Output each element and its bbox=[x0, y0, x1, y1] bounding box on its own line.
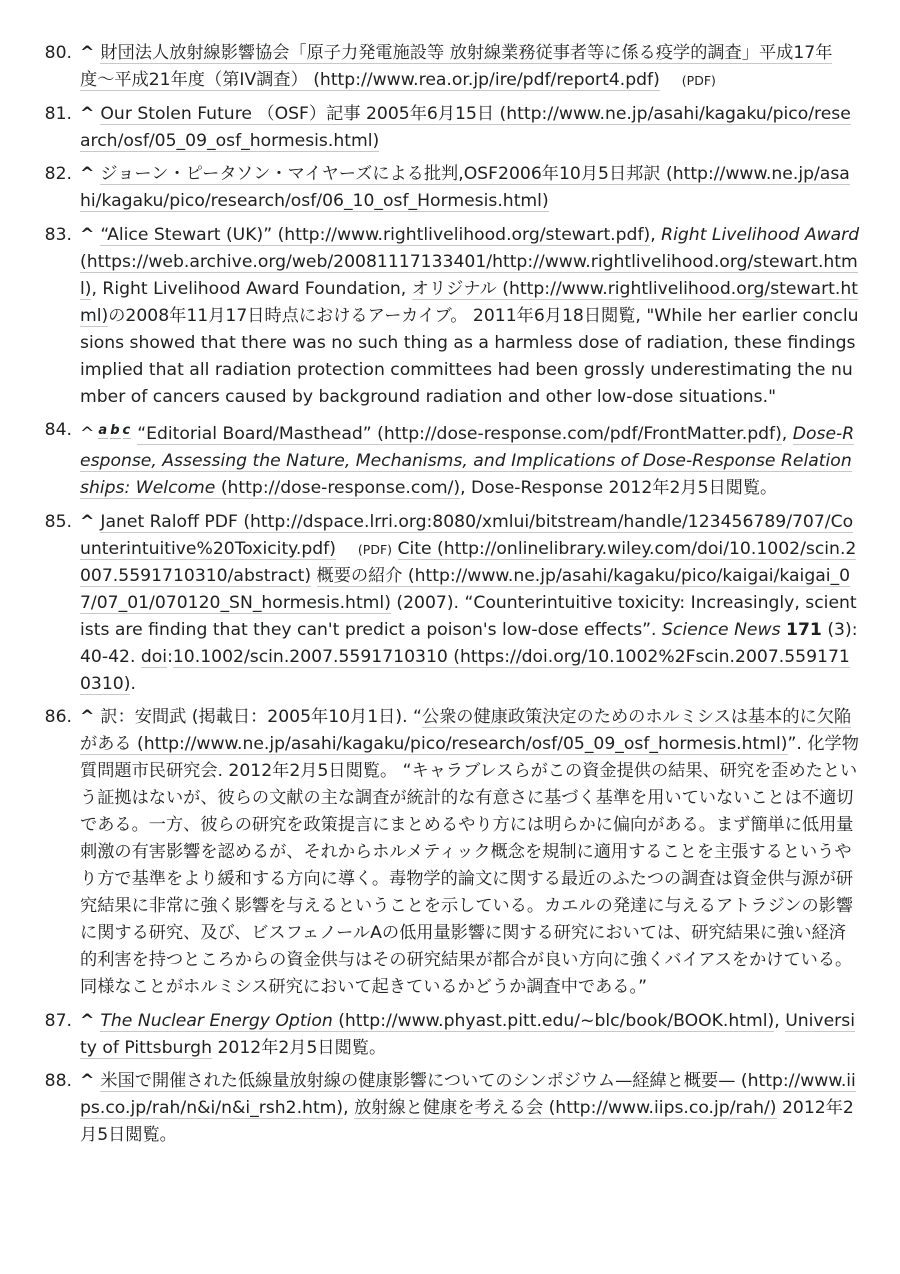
backlink-caret[interactable]: ^ bbox=[80, 224, 95, 245]
reference-number: 83. bbox=[44, 224, 72, 245]
backlink-caret[interactable]: ^ bbox=[80, 707, 95, 727]
reference-text: : bbox=[167, 646, 173, 667]
reference-item bbox=[0, 509, 860, 698]
reference-number: 88. bbox=[44, 1071, 72, 1091]
backlink-caret[interactable]: ^ bbox=[80, 1071, 95, 1091]
reference-link[interactable]: doi bbox=[140, 646, 168, 667]
reference-text: 訳：安間武 (掲載日：2005年10月1日). “ bbox=[100, 707, 422, 727]
reference-item bbox=[0, 40, 860, 94]
backlink-letters bbox=[98, 423, 133, 438]
reference-link[interactable]: Our Stolen Future （OSF）記事 2005年6月15日 (http://www.ne.jp/asahi/kagaku/pico/research/osf/05_09_osf_hormesis.html) bbox=[80, 103, 851, 151]
reference-text bbox=[392, 539, 397, 559]
reference-text: 2012年2月5日閲覧。 bbox=[211, 1037, 387, 1058]
reference-link[interactable]: The Nuclear Energy Option bbox=[100, 1010, 333, 1031]
reference-item bbox=[0, 1008, 860, 1062]
reference-link[interactable]: Janet Raloff PDF (http://dspace.lrri.org:8080/xmlui/bitstream/handle/123456789/707/Counterintuitive%20Toxicity.pdf) bbox=[80, 511, 854, 559]
reference-text: ”. 化学物質問題市民研究会. 2012年2月5日閲覧。 “キャラブレスらがこの資金提供の結果、研究を歪めたという証拠はないが、彼らの文献の主な調査が統計的な有意さに基づく基準を用いていないことは不適切である。一方、彼らの研究を政策提言にまとめるやり方には明らかに偏向がある。まず簡単に低用量刺激の有害影響を認めるが、それからホルメティック概念を規制に適用することを主張するというやり方で基準をより緩和する方向に導く。毒物学的論文に関する最近のふたつの調査は資金供与源が研究結果に非常に強く影響を与えるということを示している。カエルの発達に与えるアトラジンの影響に関する研究、及び、ビスフェノールAの低用量影響に関する研究においては、研究結果に強い経済的利害を持つところからの資金供与はその研究結果が都合が良い方向に強くバイアスをかけている。同様なことがホルミシス研究において起きているかどうか調査中である。” bbox=[80, 734, 859, 997]
pdf-indicator: (PDF) bbox=[353, 541, 393, 557]
reference-item bbox=[0, 1068, 860, 1149]
reference-link[interactable]: 財団法人放射線影響協会「原子力発電施設等 放射線業務従事者等に係る疫学的調査」平成17年度〜平成21年度（第IV調査） (http://www.rea.or.jp/ire/pdf/report4.pdf) bbox=[80, 43, 833, 90]
reference-link[interactable]: (https://web.archive.org/web/20081117133401/http://www.rightlivelihood.org/stewart.html) bbox=[80, 251, 858, 299]
reference-text: , bbox=[781, 424, 793, 444]
reference-text: (2007). “Counterintuitive toxicity: Increasingly, scientists are finding that they can't predict a poison's low-dose effects”. bbox=[80, 592, 857, 640]
reference-link[interactable]: (http://dose-response.com/) bbox=[215, 478, 461, 498]
reference-item bbox=[0, 101, 860, 155]
backlink-caret[interactable]: ^ bbox=[80, 1010, 95, 1031]
reference-number: 86. bbox=[44, 707, 72, 727]
reference-text: , bbox=[650, 224, 662, 245]
reference-text: , bbox=[343, 1098, 355, 1118]
reference-link[interactable]: University of Pittsburgh bbox=[80, 1010, 855, 1058]
reference-text: (3): 40-42. bbox=[80, 619, 858, 667]
reference-item bbox=[0, 222, 860, 411]
backlink-caret[interactable]: ^ bbox=[80, 43, 95, 63]
reference-link[interactable]: Cite (http://onlinelibrary.wiley.com/doi/10.1002/scin.2007.5591710310/abstract) bbox=[80, 538, 857, 586]
reference-link[interactable]: オリジナル (http://www.rightlivelihood.org/stewart.html) bbox=[80, 278, 858, 326]
reference-item bbox=[0, 704, 860, 1001]
backlink-caret[interactable]: ^ bbox=[80, 164, 95, 184]
reference-text: , Right Livelihood Award Foundation, bbox=[91, 278, 412, 299]
reference-link[interactable]: “Editorial Board/Masthead” (http://dose-response.com/pdf/FrontMatter.pdf) bbox=[137, 424, 782, 444]
reference-text: 2012年2月5日閲覧。 bbox=[80, 1098, 854, 1145]
reference-number: 87. bbox=[44, 1010, 72, 1031]
reference-number: 82. bbox=[44, 164, 72, 184]
reference-text: の2008年11月17日時点におけるアーカイブ。 2011年6月18日閲覧, "While her earlier conclusions showed that there was no such thing as a harmless dose of radiation, these findings implied that all radiation protection committees had been grossly underestimating the number of cancers caused by background radiation and other low-dose situations." bbox=[80, 305, 859, 407]
reference-link[interactable]: 公衆の健康政策決定のためのホルミシスは基本的に欠陥がある (http://www.ne.jp/asahi/kagaku/pico/research/osf/05_09_osf_hormesis.html) bbox=[80, 707, 852, 754]
reference-item bbox=[0, 417, 860, 502]
backlink-caret[interactable]: ^ bbox=[80, 511, 95, 532]
reference-link[interactable]: (http://www.phyast.pitt.edu/~blc/book/BOOK.html) bbox=[332, 1010, 775, 1031]
reference-link[interactable]: ジョーン・ピータソン・マイヤーズによる批判,OSF2006年10月5日邦訳 (http://www.ne.jp/asahi/kagaku/pico/research/osf/06_10_osf_Hormesis.html) bbox=[80, 164, 850, 211]
reference-italic-text: Science News bbox=[661, 619, 781, 640]
reference-number: 84. bbox=[44, 420, 72, 440]
reference-link[interactable]: “Alice Stewart (UK)” (http://www.rightlivelihood.org/stewart.pdf) bbox=[100, 224, 651, 245]
reference-text: . bbox=[130, 673, 136, 694]
reference-text: , Dose-Response 2012年2月5日閲覧。 bbox=[460, 478, 778, 498]
reference-number: 81. bbox=[44, 103, 72, 124]
backlink-caret: ^ bbox=[80, 424, 95, 444]
backlink-letter[interactable]: c bbox=[122, 423, 132, 438]
pdf-indicator: (PDF) bbox=[677, 73, 716, 88]
reference-text bbox=[311, 566, 316, 586]
reference-link[interactable]: 放射線と健康を考える会 (http://www.iips.co.jp/rah/) bbox=[354, 1098, 777, 1118]
reference-number: 80. bbox=[44, 43, 72, 63]
reference-italic-text: Right Livelihood Award bbox=[661, 224, 860, 245]
backlink-caret[interactable]: ^ bbox=[80, 103, 95, 124]
reference-link[interactable]: 10.1002/scin.2007.5591710310 (https://doi.org/10.1002%2Fscin.2007.5591710310) bbox=[80, 646, 850, 694]
backlink-letter[interactable]: a bbox=[98, 423, 109, 438]
reference-volume: 171 bbox=[786, 619, 822, 640]
backlink-letter[interactable]: b bbox=[110, 423, 121, 438]
reference-link[interactable]: Dose-Response, Assessing the Nature, Mechanisms, and Implications of Dose-Response Relationships: Welcome bbox=[80, 424, 855, 498]
reference-number: 85. bbox=[44, 511, 72, 532]
reference-text: , bbox=[774, 1010, 786, 1031]
reference-item bbox=[0, 161, 860, 215]
reference-link[interactable]: 米国で開催された低線量放射線の健康影響についてのシンポジウム—経緯と概要— (http://www.iips.co.jp/rah/n&i/n&i_rsh2.htm) bbox=[80, 1071, 856, 1118]
reference-link[interactable]: 概要の紹介 (http://www.ne.jp/asahi/kagaku/pico/kaigai/kaigai_07/07_01/070120_SN_hormesis.html) bbox=[80, 565, 851, 613]
